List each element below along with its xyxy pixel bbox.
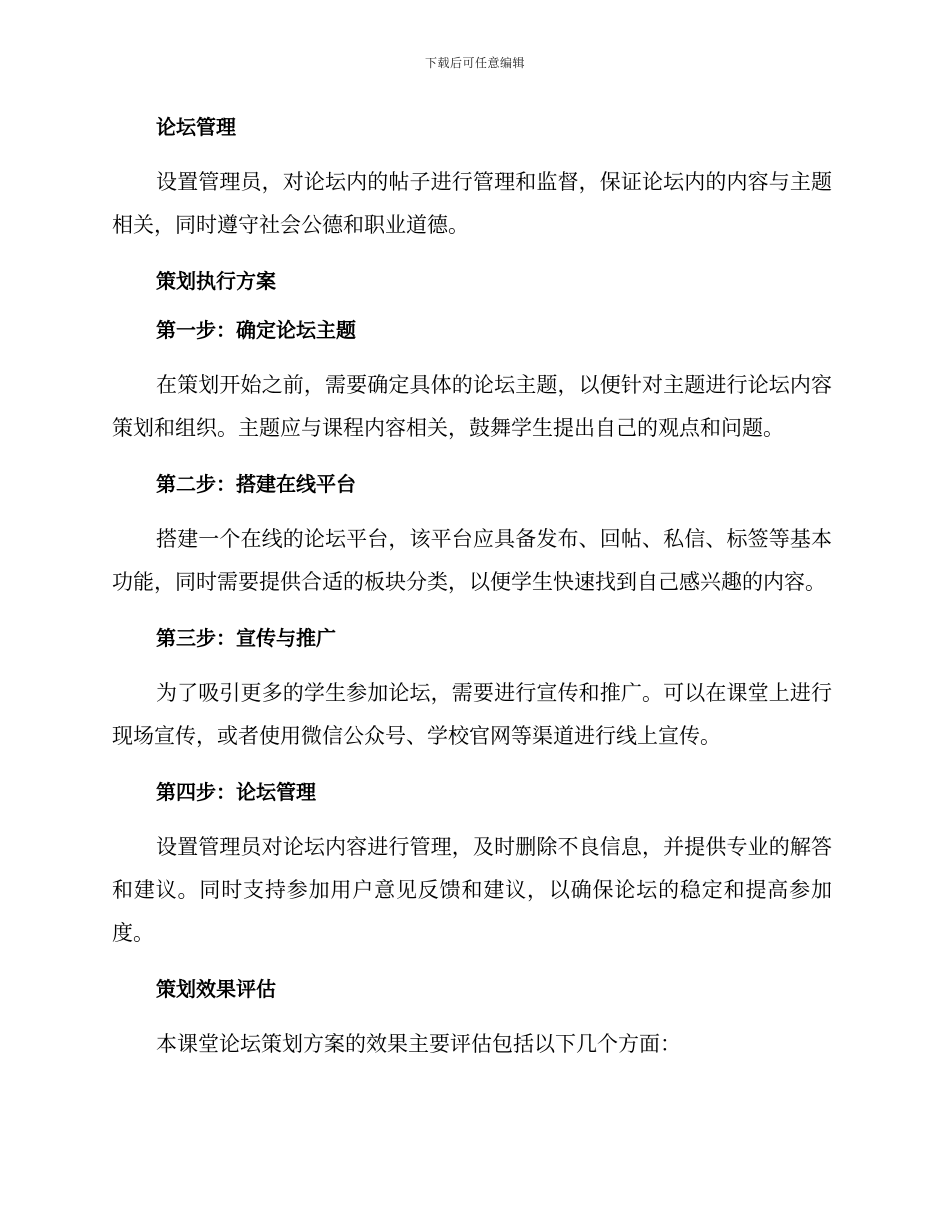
- evaluation-heading: 策划效果评估: [156, 977, 276, 1001]
- step3-paragraph: 为了吸引更多的学生参加论坛，需要进行宣传和推广。可以在课堂上进行现场宣传，或者使用微信公众号、学校官网等渠道进行线上宣传。: [112, 681, 832, 748]
- header-note: 下载后可任意编辑: [424, 56, 525, 70]
- step2-paragraph: 搭建一个在线的论坛平台，该平台应具备发布、回帖、私信、标签等基本功能，同时需要提供合适的板块分类，以便学生快速找到自己感兴趣的内容。: [112, 527, 832, 594]
- step2-heading: 第二步：搭建在线平台: [156, 472, 356, 496]
- step4-paragraph: 设置管理员对论坛内容进行管理，及时删除不良信息，并提供专业的解答和建议。同时支持参加用户意见反馈和建议，以确保论坛的稳定和提高参加度。: [112, 835, 832, 945]
- step3-heading: 第三步：宣传与推广: [156, 626, 336, 650]
- evaluation-paragraph: 本课堂论坛策划方案的效果主要评估包括以下几个方面：: [156, 1032, 681, 1056]
- document-body: [112, 112, 832, 1066]
- step4-heading: 第四步：论坛管理: [156, 780, 316, 804]
- step1-heading: 第一步：确定论坛主题: [156, 318, 356, 342]
- step1-paragraph: 在策划开始之前，需要确定具体的论坛主题，以便针对主题进行论坛内容策划和组织。主题应与课程内容相关，鼓舞学生提出自己的观点和问题。: [112, 373, 832, 440]
- execution-plan-heading: 策划执行方案: [156, 269, 276, 293]
- forum-management-paragraph: 设置管理员，对论坛内的帖子进行管理和监督，保证论坛内的内容与主题相关，同时遵守社会公德和职业道德。: [112, 170, 832, 237]
- forum-management-heading: 论坛管理: [156, 115, 236, 139]
